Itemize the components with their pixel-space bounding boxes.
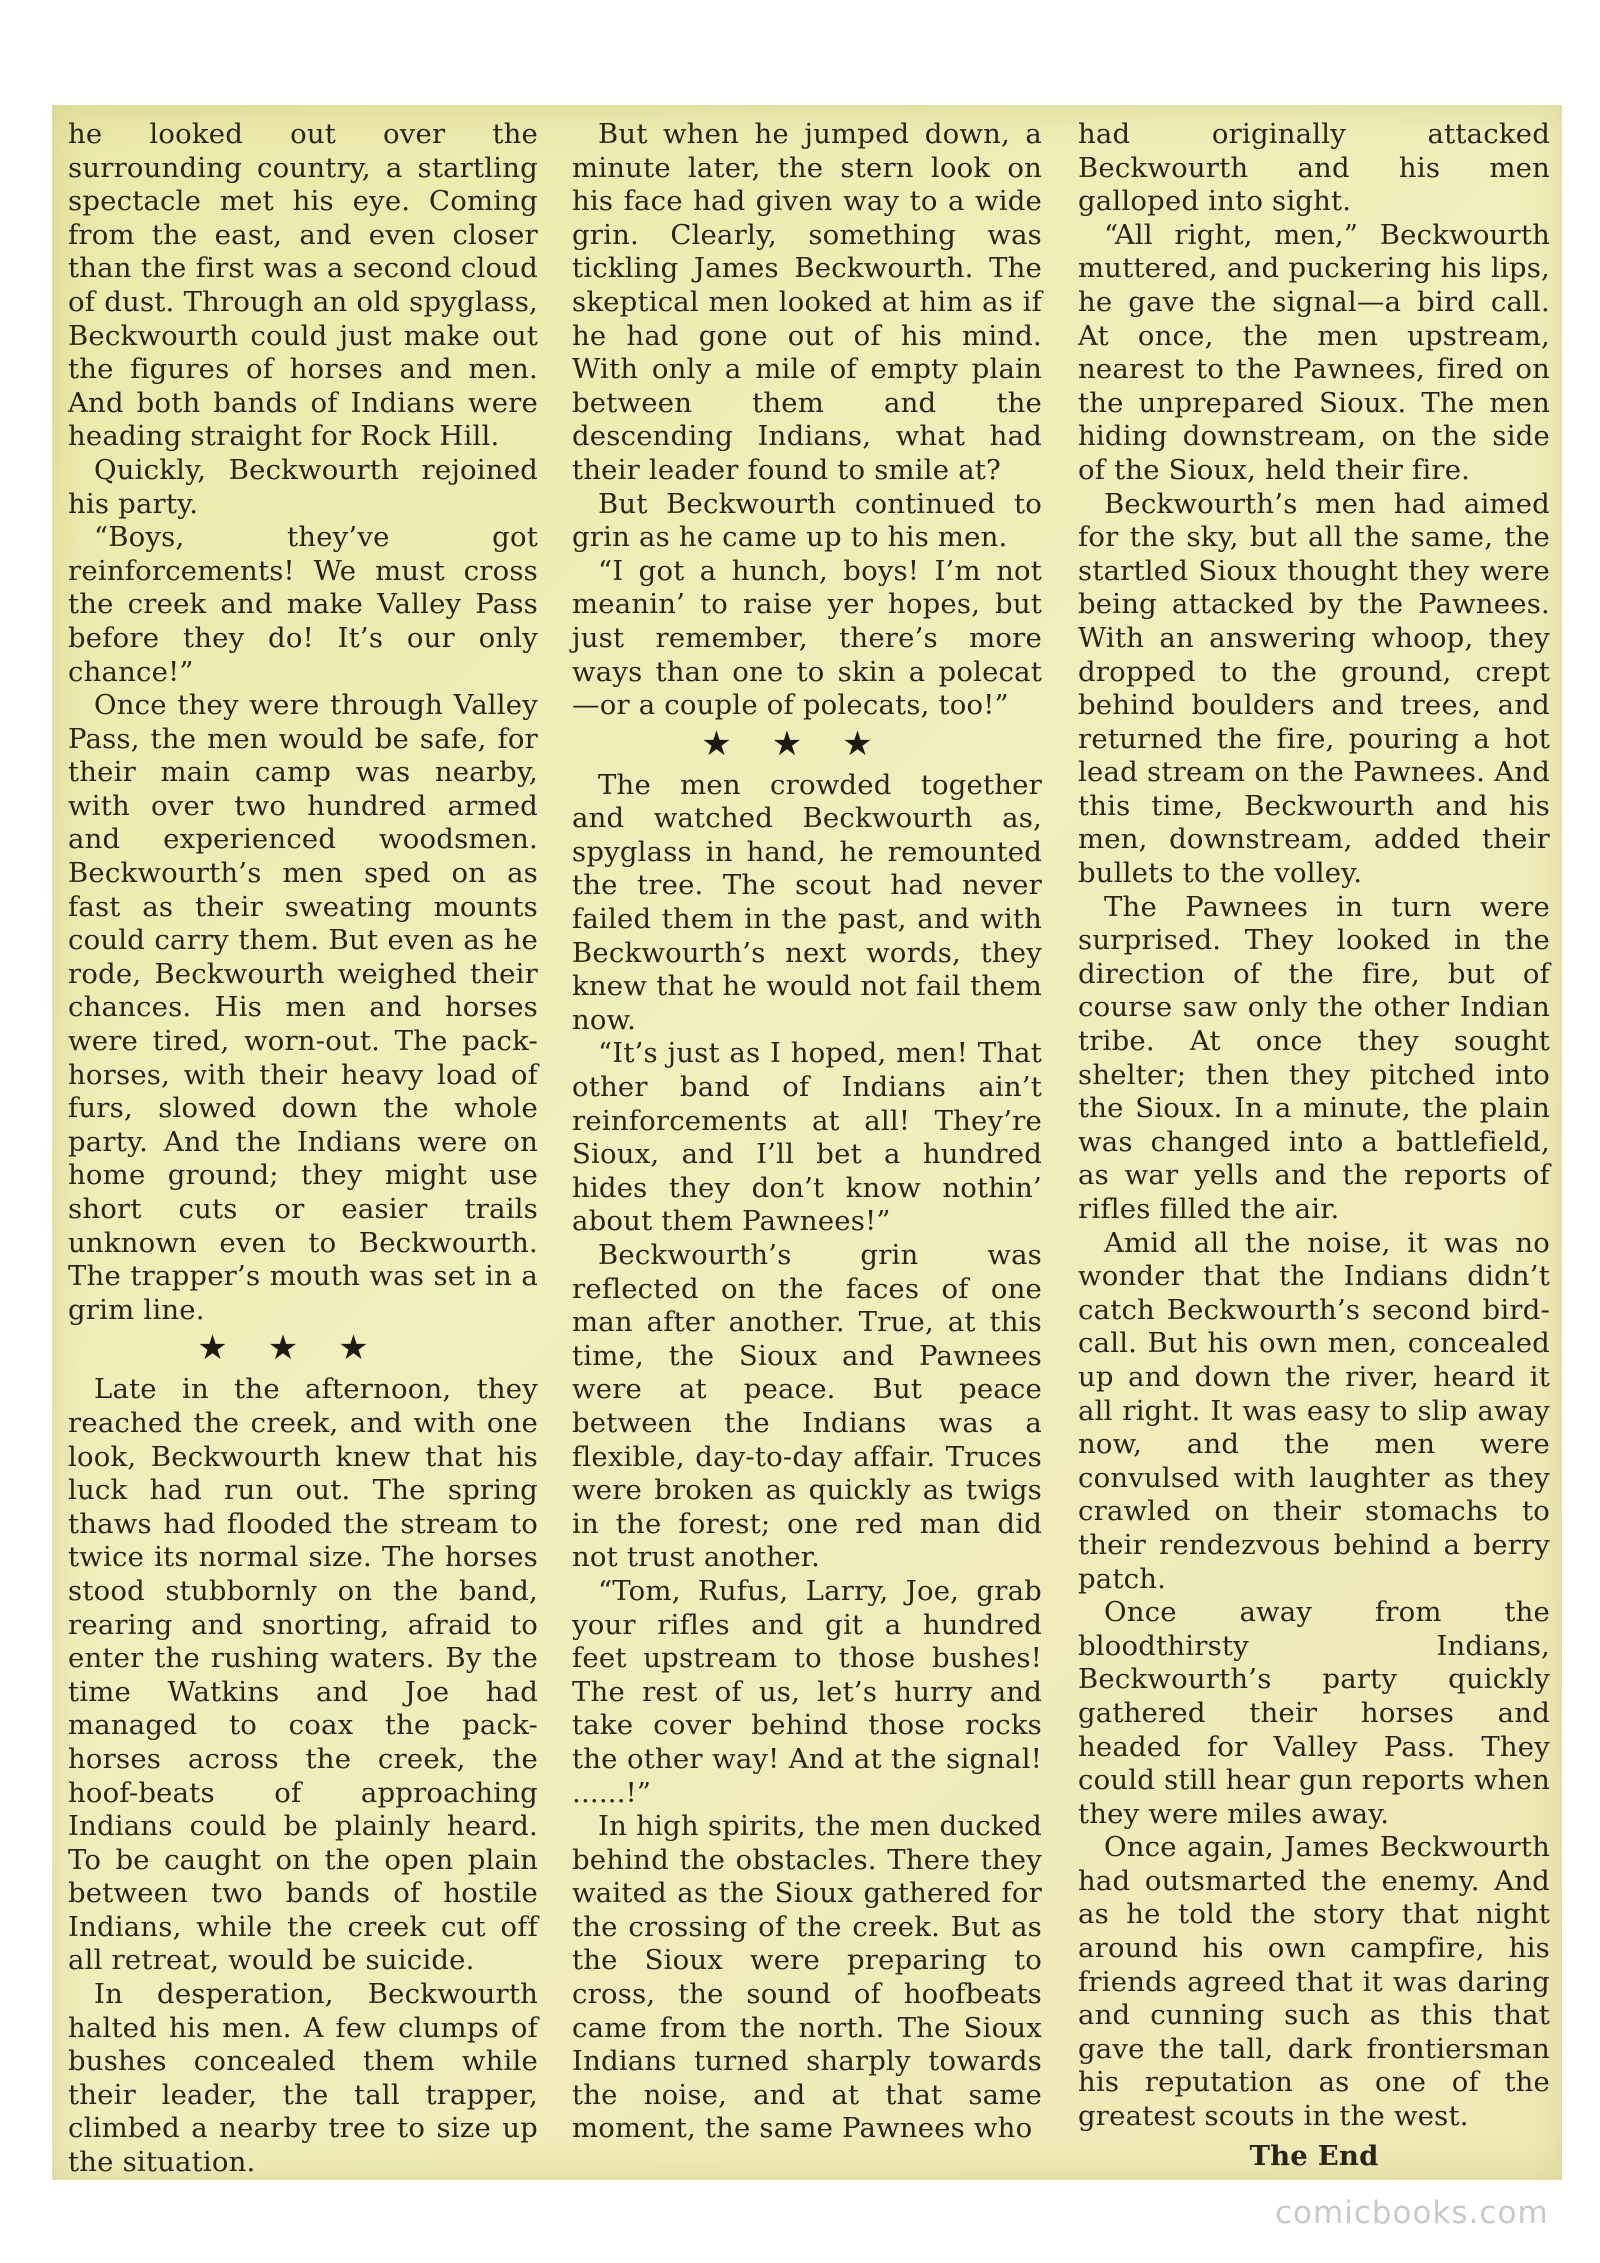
paragraph: Once again, James Beckwourth had outsmarted the enemy. And as he told the story that night around his own campfire, his friends agreed that it was daring and cunning such as this that gave the tall, dark frontiersman his reputation as one of the greatest scouts in the west. bbox=[1078, 1831, 1550, 2133]
paragraph: he looked out over the surrounding country, a startling spectacle met his eye. Coming from the east, and even closer than the first was a second cloud of dust. Through an old spyglass, Beckwourth could just make out the figures of horses and men. And both bands of Indians were heading straight for Rock Hill. bbox=[68, 118, 538, 453]
paragraph: “Boys, they’ve got reinforcements! We must cross the creek and make Valley Pass before they do! It’s our only chance!” bbox=[68, 521, 538, 688]
paragraph: But Beckwourth continued to grin as he came up to his men. bbox=[572, 487, 1042, 554]
paragraph: In high spirits, the men ducked behind the obstacles. There they waited as the Sioux gathered for the crossing of the creek. But as the Sioux were preparing to cross, the sound of hoofbeats came from the north. The Sioux Indians turned sharply towards the noise, and at that same moment, the same Pawnees who bbox=[572, 1810, 1042, 2145]
paragraph: “All right, men,” Beckwourth muttered, and puckering his lips, he gave the signal—a bird call. At once, the men upstream, nearest to the Pawnees, fired on the unprepared Sioux. The men hiding downstream, on the side of the Sioux, held their fire. bbox=[1078, 218, 1550, 486]
paragraph: Late in the afternoon, they reached the creek, and with one look, Beckwourth knew that his luck had run out. The spring thaws had flooded the stream to twice its normal size. The horses stood stubbornly on the band, rearing and snorting, afraid to enter the rushing waters. By the time Watkins and Joe had managed to coax the pack-horses across the creek, the hoof-beats of approaching Indians could be plainly heard. To be caught on the open plain between two bands of hostile Indians, while the creek cut off all retreat, would be suicide. bbox=[68, 1373, 538, 1977]
paragraph: Once away from the bloodthirsty Indians, Beckwourth’s party quickly gathered their horses and headed for Valley Pass. They could still hear gun reports when they were miles away. bbox=[1078, 1596, 1550, 1830]
paragraph: But when he jumped down, a minute later, the stern look on his face had given way to a wide grin. Clearly, something was tickling James Beckwourth. The skeptical men looked at him as if he had gone out of his mind. With only a mile of empty plain between them and the descending Indians, what had their leader found to smile at? bbox=[572, 118, 1042, 486]
paragraph: “It’s just as I hoped, men! That other band of Indians ain’t reinforcements at all! They’re Sioux, and I’ll bet a hundred hides they don’t know nothin’ about them Pawnees!” bbox=[572, 1037, 1042, 1238]
text-column-2 bbox=[572, 118, 1042, 2146]
paragraph: had originally attacked Beckwourth and his men galloped into sight. bbox=[1078, 118, 1550, 218]
paragraph: The men crowded together and watched Beckwourth as, spyglass in hand, he remounted the tree. The scout had never failed them in the past, and with Beckwourth’s next words, they knew that he would not fail them now. bbox=[572, 768, 1042, 1036]
paragraph: Amid all the noise, it was no wonder that the Indians didn’t catch Beckwourth’s second bird-call. But his own men, concealed up and down the river, heard it all right. It was easy to slip away now, and the men were convulsed with laughter as they crawled on their stomachs to their rendezvous behind a berry patch. bbox=[1078, 1226, 1550, 1595]
text-column-3 bbox=[1078, 118, 1550, 2173]
paragraph: In desperation, Beckwourth halted his men. A few clumps of bushes concealed them while their leader, the tall trapper, climbed a nearby tree to size up the situation. bbox=[68, 1978, 538, 2179]
paragraph: Quickly, Beckwourth rejoined his party. bbox=[68, 453, 538, 520]
paragraph: Beckwourth’s grin was reflected on the faces of one man after another. True, at this time, the Sioux and Pawnees were at peace. But peace between the Indians was a flexible, day-to-day affair. Truces were broken as quickly as twigs in the forest; one red man did not trust another. bbox=[572, 1239, 1042, 1574]
paragraph: “I got a hunch, boys! I’m not meanin’ to raise yer hopes, but just remember, there’s more ways than one to skin a polecat—or a couple of polecats, too!” bbox=[572, 554, 1042, 722]
paragraph: Once they were through Valley Pass, the men would be safe, for their main camp was nearby, with over two hundred armed and experienced woodsmen. Beckwourth’s men sped on as fast as their sweating mounts could carry them. But even as he rode, Beckwourth weighed their chances. His men and horses were tired, worn-out. The pack-horses, with their heavy load of furs, slowed down the whole party. And the Indians were on home ground; they might use short cuts or easier trails unknown even to Beckwourth. The trapper’s mouth was set in a grim line. bbox=[68, 689, 538, 1326]
text-column-1 bbox=[68, 118, 538, 2180]
watermark: comicbooks.com bbox=[1275, 2195, 1549, 2231]
paragraph: “Tom, Rufus, Larry, Joe, grab your rifles and git a hundred feet upstream to those bushes! The rest of us, let’s hurry and take cover behind those rocks the other way! And at the signal! ......!” bbox=[572, 1574, 1042, 1809]
paragraph: The Pawnees in turn were surprised. They looked in the direction of the fire, but of course saw only the other Indian tribe. At once they sought shelter; then they pitched into the Sioux. In a minute, the plain was changed into a battlefield, as war yells and the reports of rifles filled the air. bbox=[1078, 890, 1550, 1225]
section-break-stars: ★★★ bbox=[197, 1328, 409, 1369]
section-break-stars: ★★★ bbox=[701, 723, 913, 764]
paragraph: Beckwourth’s men had aimed for the sky, but all the same, the startled Sioux thought they were being attacked by the Pawnees. With an answering whoop, they dropped to the ground, crept behind boulders and trees, and returned the fire, pouring a hot lead stream on the Pawnees. And this time, Beckwourth and his men, downstream, added their bullets to the volley. bbox=[1078, 487, 1550, 890]
the-end-label: The End bbox=[1249, 2139, 1379, 2172]
